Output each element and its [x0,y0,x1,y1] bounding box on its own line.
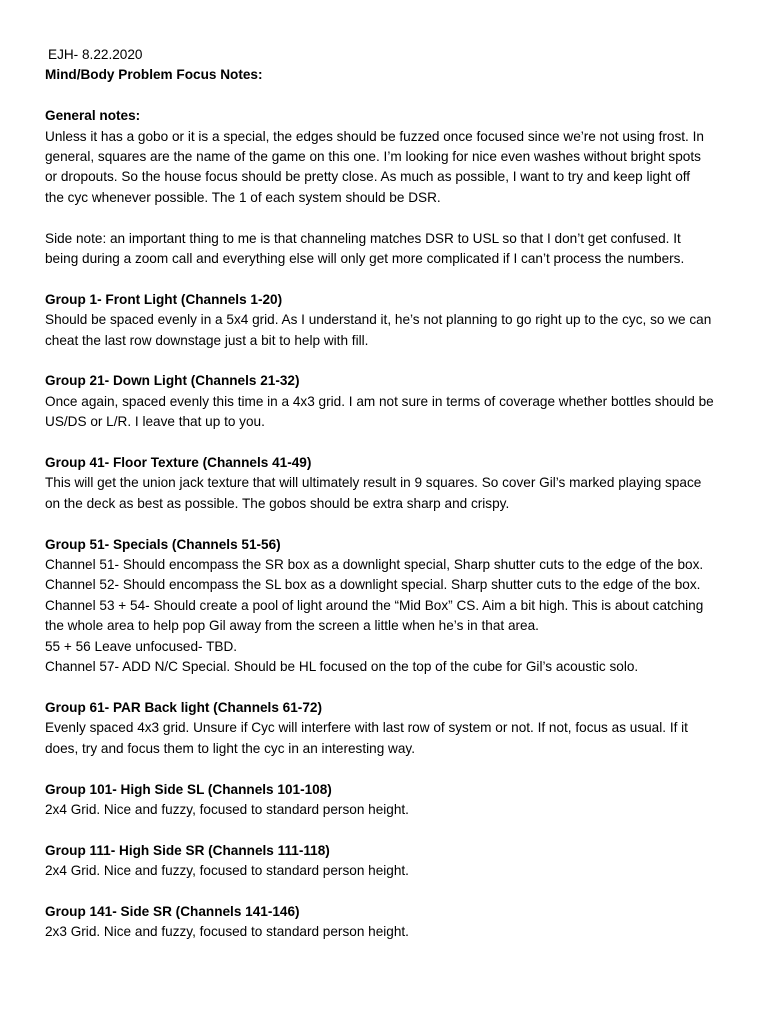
spacer [45,759,735,779]
paragraph-line: Channel 57- ADD N/C Special. Should be HL focused on the top of the cube for Gil’s acoustic solo. [45,659,639,675]
spacer [45,351,735,371]
group-heading: Group 141- Side SR (Channels 141-146) [45,903,300,919]
document-date: EJH- 8.22.2020 [48,47,143,62]
paragraph-line: the whole area to help pop Gil away from the screen a little when he’s in that area. [45,618,539,634]
paragraph-line: Channel 53 + 54- Should create a pool of light around the “Mid Box” CS. Aim a bit high. This is about catching [45,597,704,613]
paragraph-line: or dropouts. So the house focus should be pretty close. As much as possible, I want to try and keep light off [45,169,691,185]
group-section-side-sr [45,902,735,943]
paragraph-line: 2x3 Grid. Nice and fuzzy, focused to standard person height. [45,924,409,940]
paragraph-line: 55 + 56 Leave unfocused- TBD. [45,638,238,654]
document-page [45,45,735,943]
group-section-down-light [45,371,735,432]
paragraph-line: on the deck as best as possible. The gobos should be extra sharp and crispy. [45,495,510,511]
paragraph-line: general, squares are the name of the game on this one. I’m looking for nice even washes without bright spots [45,149,701,165]
paragraph-line: cheat the last row downstage just a bit to help with fill. [45,332,369,348]
paragraph-line: Once again, spaced evenly this time in a 4x3 grid. I am not sure in terms of coverage whether bottles should be [45,393,714,409]
group-heading: Group 111- High Side SR (Channels 111-118) [45,842,330,858]
section-heading: General notes: [45,108,141,124]
paragraph-line: Unless it has a gobo or it is a special, the edges should be fuzzed once focused since we’re not using frost. In [45,128,704,144]
group-heading: Group 1- Front Light (Channels 1-20) [45,291,283,307]
document-title: Mind/Body Problem Focus Notes: [45,67,263,83]
group-heading: Group 101- High Side SL (Channels 101-108) [45,781,332,797]
group-section-front-light [45,290,735,351]
paragraph-line: Should be spaced evenly in a 5x4 grid. As I understand it, he’s not planning to go right up to the cyc, so we can [45,312,712,328]
group-heading: Group 21- Down Light (Channels 21-32) [45,373,300,389]
group-heading: Group 61- PAR Back light (Channels 61-72) [45,699,322,715]
spacer [45,678,735,698]
group-section-floor-texture [45,453,735,514]
group-section-specials [45,535,735,678]
group-section-high-side-sl [45,780,735,821]
spacer [45,514,735,534]
group-section-par-back-light [45,698,735,759]
spacer [45,433,735,453]
paragraph-line: This will get the union jack texture that will ultimately result in 9 squares. So cover Gil’s marked playing space [45,475,702,491]
general-notes-section [45,106,735,208]
paragraph-line: being during a zoom call and everything else will only get more complicated if I can’t process the numbers. [45,251,685,267]
paragraph-line: the cyc whenever possible. The 1 of each system should be DSR. [45,189,441,205]
paragraph-line: does, try and focus them to light the cyc in an interesting way. [45,740,415,756]
group-heading: Group 51- Specials (Channels 51-56) [45,536,281,552]
paragraph-line: Channel 52- Should encompass the SL box as a downlight special. Sharp shutter cuts to the edge of the box. [45,577,701,593]
spacer [45,269,735,289]
paragraph-line: 2x4 Grid. Nice and fuzzy, focused to standard person height. [45,801,409,817]
spacer [45,882,735,902]
paragraph-line: US/DS or L/R. I leave that up to you. [45,414,265,430]
spacer [45,208,735,228]
spacer [45,820,735,840]
paragraph-line: Side note: an important thing to me is that channeling matches DSR to USL so that I don’t get confused. It [45,230,681,246]
paragraph-line: Evenly spaced 4x3 grid. Unsure if Cyc will interfere with last row of system or not. If not, focus as usual. If it [45,720,688,736]
side-note-section [45,229,735,270]
paragraph-line: 2x4 Grid. Nice and fuzzy, focused to standard person height. [45,863,409,879]
group-heading: Group 41- Floor Texture (Channels 41-49) [45,455,312,471]
spacer [45,86,735,106]
group-section-high-side-sr [45,841,735,882]
paragraph-line: Channel 51- Should encompass the SR box as a downlight special, Sharp shutter cuts to the edge of the box. [45,557,704,573]
